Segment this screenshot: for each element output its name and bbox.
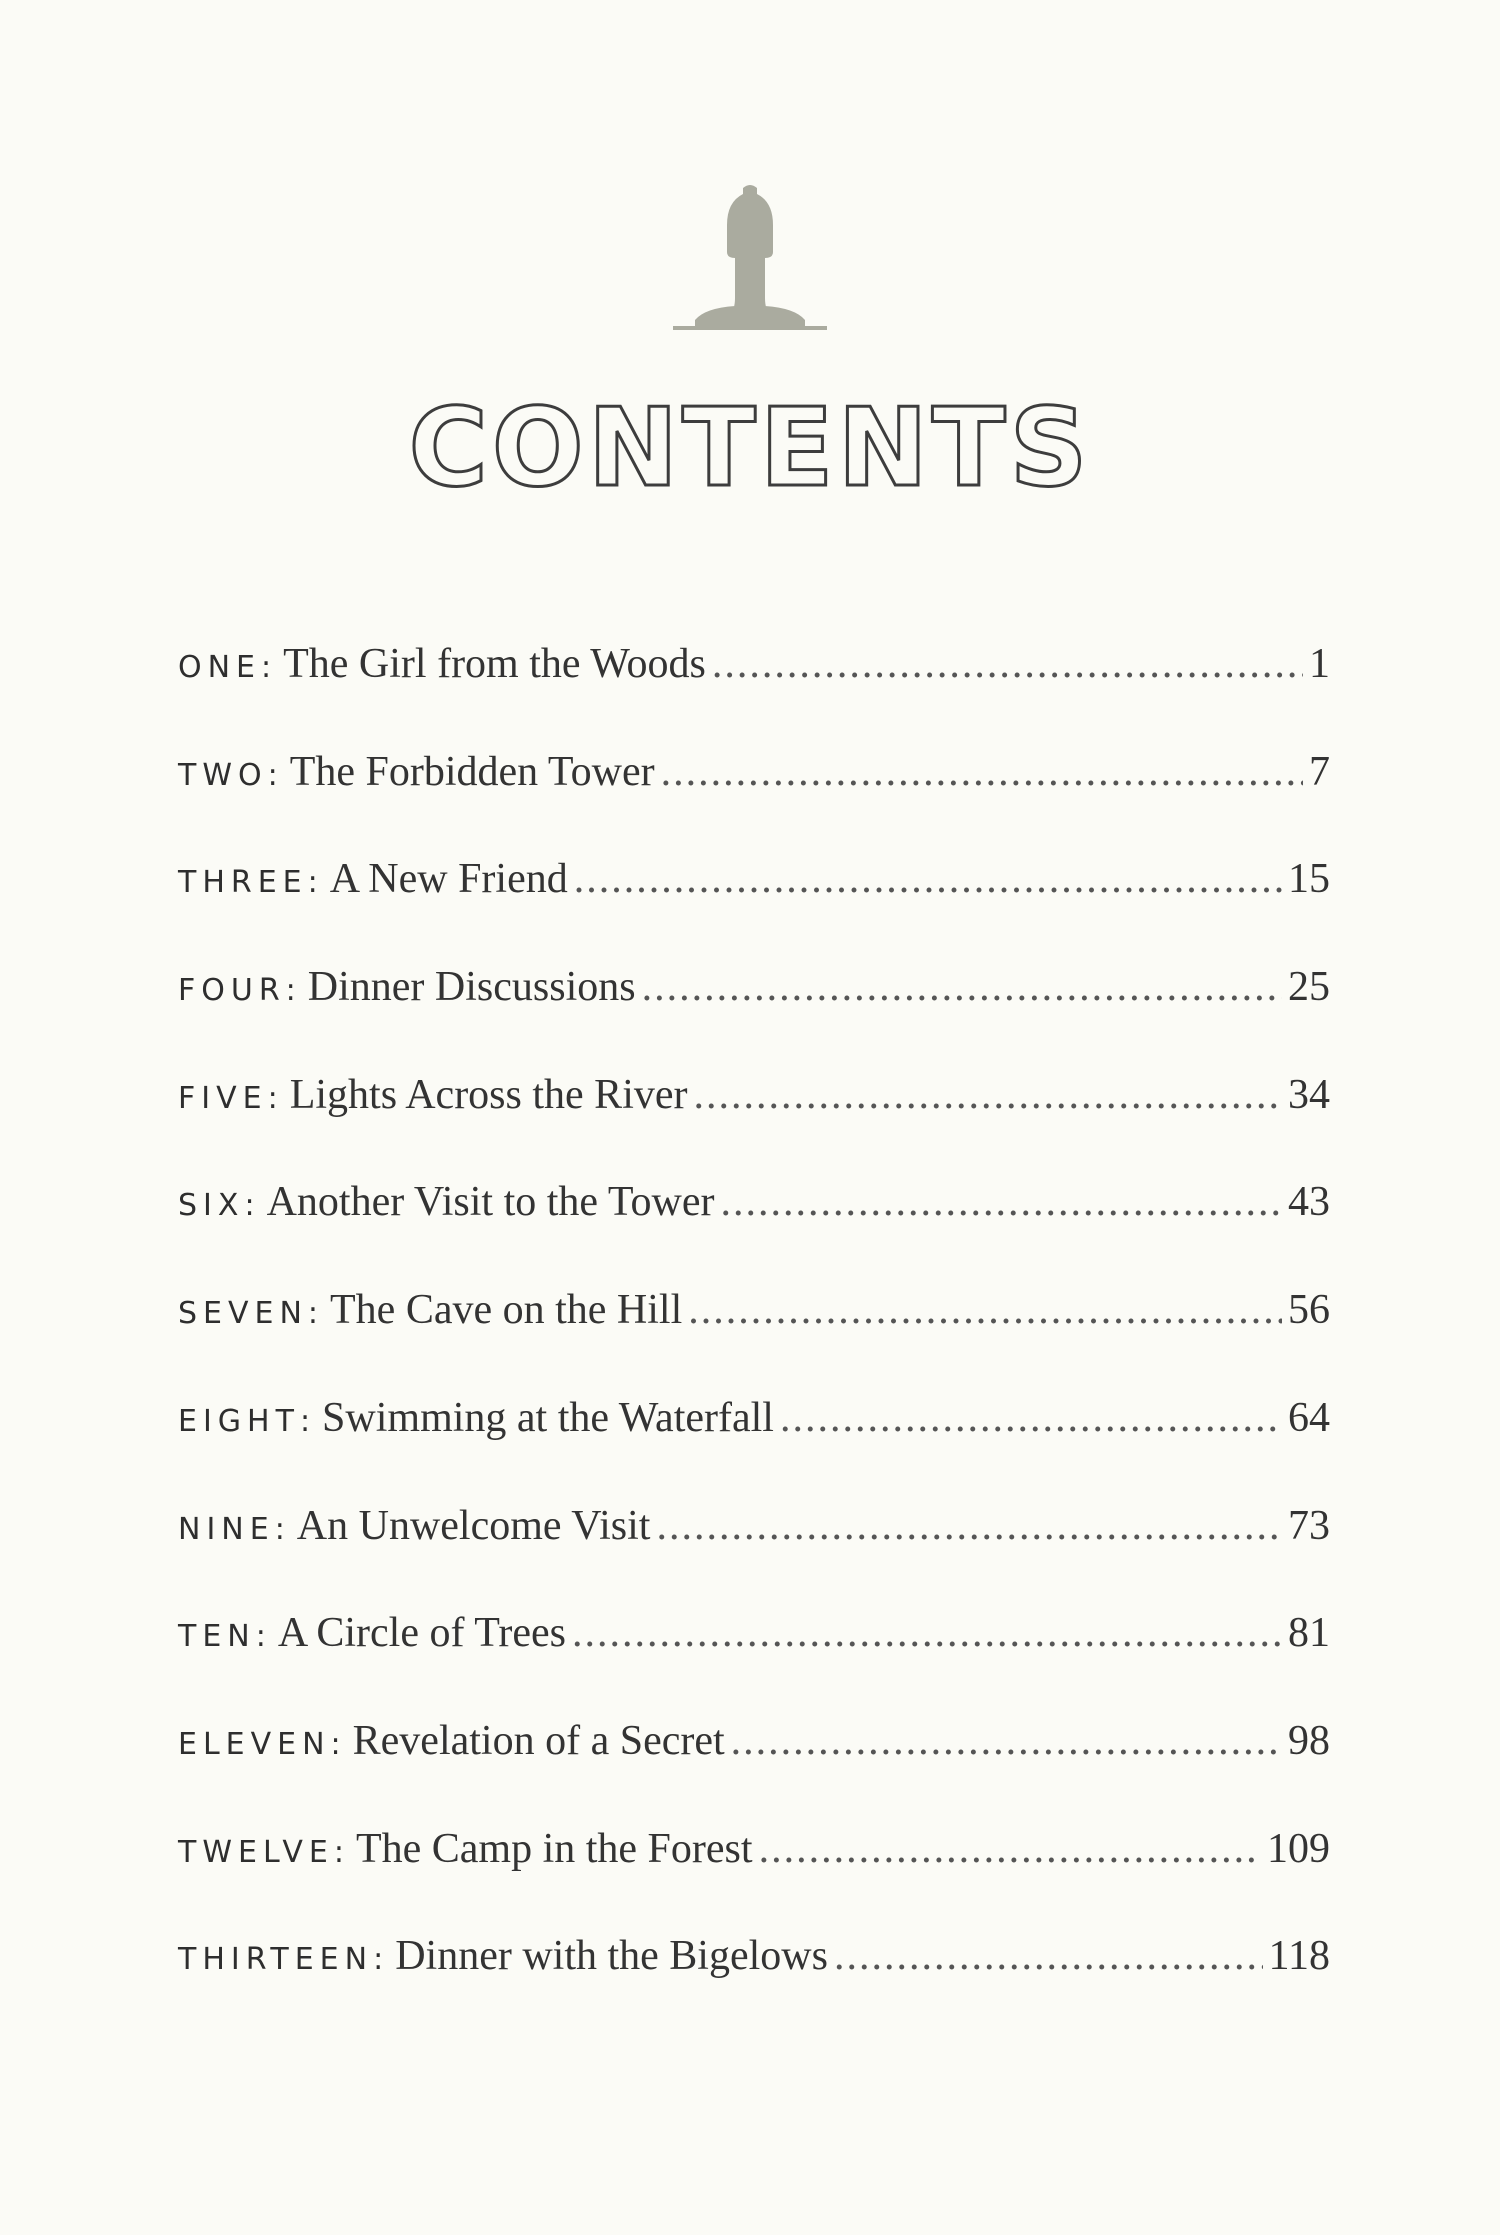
page-number: 56 bbox=[1288, 1287, 1330, 1334]
chapter-number: NINE bbox=[178, 1511, 275, 1547]
chapter-title: The Camp in the Forest bbox=[355, 1825, 753, 1872]
contents-heading: CONTENTS bbox=[408, 386, 1092, 511]
chapter-number: THIRTEEN bbox=[178, 1942, 374, 1978]
chapter-number: SEVEN bbox=[178, 1296, 308, 1332]
chapter-number: THREE bbox=[178, 865, 308, 901]
toc-entry[interactable]: EIGHT : Swimming at the Waterfall ..... 64 bbox=[178, 1394, 1330, 1502]
dot-leader bbox=[759, 1825, 1261, 1873]
chapter-number: TEN bbox=[178, 1619, 256, 1655]
page-number: 73 bbox=[1288, 1502, 1330, 1549]
chapter-number: EIGHT bbox=[178, 1403, 300, 1439]
page-number: 15 bbox=[1288, 856, 1330, 903]
chapter-title: The Cave on the Hill bbox=[330, 1287, 683, 1334]
toc-entry[interactable]: TWO : The Forbidden Tower ..... 7 bbox=[178, 748, 1330, 856]
chapter-title: Lights Across the River bbox=[289, 1071, 688, 1118]
chapter-title: The Forbidden Tower bbox=[289, 748, 655, 795]
chapter-title: Swimming at the Waterfall bbox=[322, 1394, 774, 1441]
dot-leader bbox=[712, 640, 1303, 688]
chapter-title: A Circle of Trees bbox=[277, 1610, 566, 1657]
toc-entry[interactable]: TWELVE : The Camp in the Forest ..... 109 bbox=[178, 1825, 1330, 1933]
page-number: 7 bbox=[1309, 748, 1330, 795]
chapter-number: ELEVEN bbox=[178, 1726, 331, 1762]
dot-leader bbox=[642, 963, 1282, 1011]
table-of-contents bbox=[178, 640, 1330, 2040]
dot-leader bbox=[572, 1609, 1282, 1657]
tower-icon bbox=[665, 180, 835, 330]
dot-leader bbox=[721, 1178, 1283, 1226]
page-number: 1 bbox=[1309, 641, 1330, 687]
chapter-number: ONE bbox=[178, 650, 262, 685]
chapter-number: FIVE bbox=[178, 1080, 268, 1116]
dot-leader bbox=[834, 1932, 1263, 1980]
chapter-title: Another Visit to the Tower bbox=[266, 1179, 715, 1226]
toc-entry[interactable]: FOUR : Dinner Discussions ..... 25 bbox=[178, 963, 1330, 1071]
chapter-number: TWELVE bbox=[178, 1834, 334, 1870]
dot-leader bbox=[574, 855, 1282, 903]
page-number: 64 bbox=[1288, 1394, 1330, 1441]
page-number: 118 bbox=[1268, 1933, 1330, 1980]
page-number: 109 bbox=[1267, 1825, 1330, 1872]
chapter-title: Revelation of a Secret bbox=[352, 1717, 725, 1764]
toc-entry[interactable]: SEVEN : The Cave on the Hill ..... 56 bbox=[178, 1286, 1330, 1394]
toc-entry[interactable]: SIX : Another Visit to the Tower ..... 43 bbox=[178, 1178, 1330, 1286]
dot-leader bbox=[661, 748, 1303, 796]
chapter-title: An Unwelcome Visit bbox=[296, 1502, 651, 1549]
page-number: 25 bbox=[1288, 964, 1330, 1011]
page-number: 43 bbox=[1288, 1179, 1330, 1226]
page-number: 98 bbox=[1288, 1717, 1330, 1764]
chapter-number: TWO bbox=[178, 757, 268, 793]
page-number: 34 bbox=[1288, 1071, 1330, 1118]
dot-leader bbox=[688, 1286, 1282, 1334]
dot-leader bbox=[694, 1071, 1283, 1119]
dot-leader bbox=[731, 1717, 1282, 1765]
toc-entry[interactable]: THIRTEEN : Dinner with the Bigelows ..... 118 bbox=[178, 1932, 1330, 2040]
chapter-number: SIX bbox=[178, 1188, 245, 1224]
chapter-number: FOUR bbox=[178, 973, 286, 1009]
chapter-title: Dinner Discussions bbox=[307, 964, 636, 1011]
chapter-title: Dinner with the Bigelows bbox=[395, 1933, 828, 1980]
toc-entry[interactable]: THREE : A New Friend ..... 15 bbox=[178, 855, 1330, 963]
page-number: 81 bbox=[1288, 1610, 1330, 1657]
toc-entry[interactable]: ELEVEN : Revelation of a Secret ..... 98 bbox=[178, 1717, 1330, 1825]
toc-entry[interactable]: NINE : An Unwelcome Visit ..... 73 bbox=[178, 1502, 1330, 1610]
toc-entry[interactable]: FIVE : Lights Across the River ..... 34 bbox=[178, 1071, 1330, 1179]
chapter-title: The Girl from the Woods bbox=[283, 641, 706, 687]
chapter-title: A New Friend bbox=[329, 856, 568, 903]
toc-entry[interactable]: TEN : A Circle of Trees ..... 81 bbox=[178, 1609, 1330, 1717]
dot-leader bbox=[656, 1502, 1282, 1550]
toc-entry[interactable]: ONE : The Girl from the Woods ..... 1 bbox=[178, 640, 1330, 748]
dot-leader bbox=[780, 1394, 1282, 1442]
